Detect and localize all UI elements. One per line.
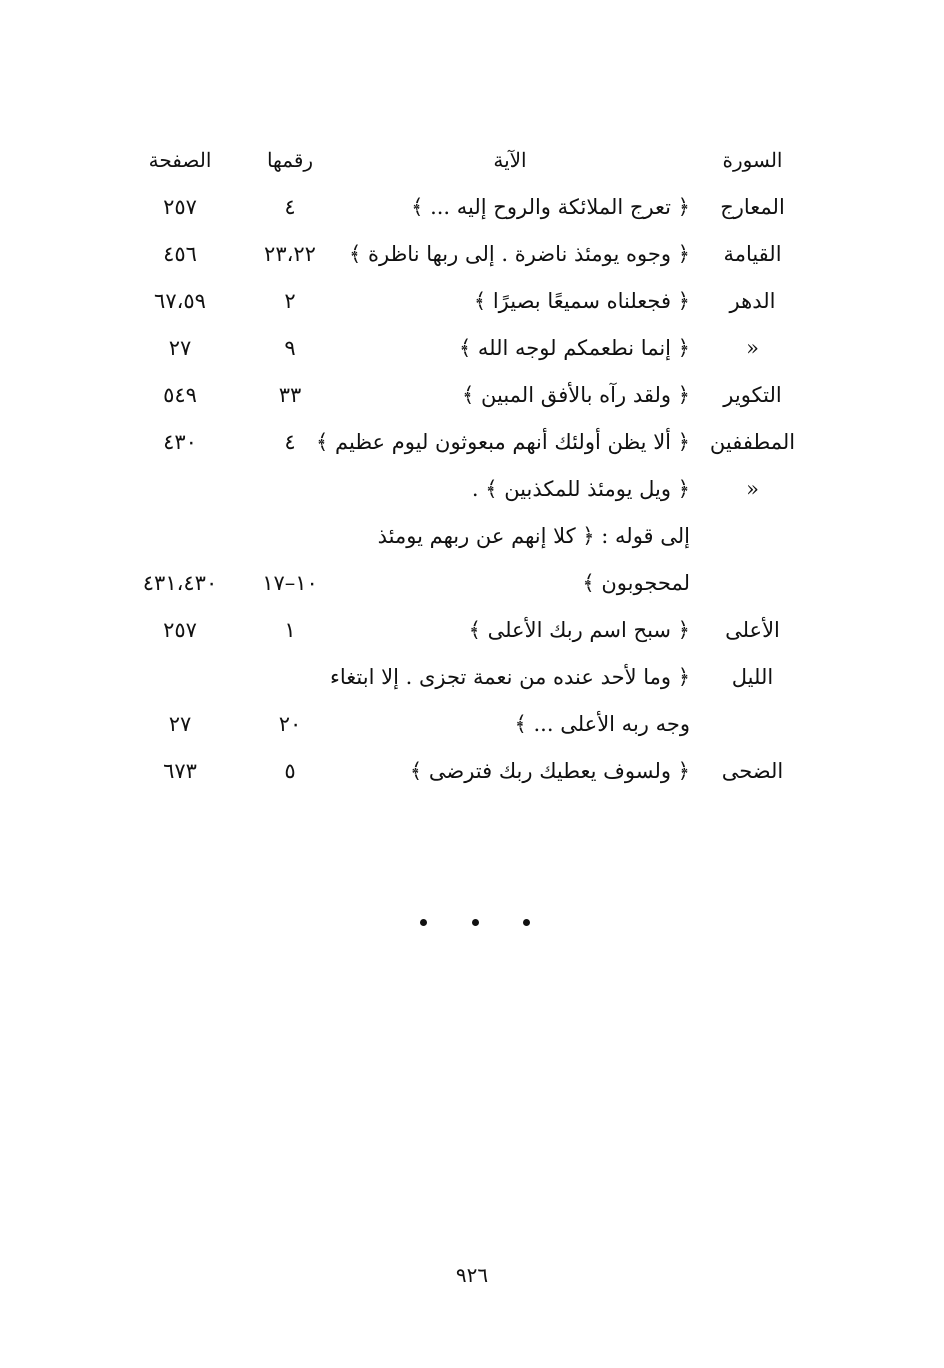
verse-number: ٢ [284,289,296,313]
table-row [130,657,800,704]
table-row [130,281,800,328]
verse-number: ٥ [284,759,296,783]
verse-text: ﴿ ألا يظن أولئك أنهم مبعوثون ليوم عظيم ﴾ [316,430,690,454]
surah-name: المطففين [709,430,796,454]
table-row [130,187,800,234]
surah-name: الليل [731,665,774,689]
page-ref: ٢٧ [168,336,192,360]
table-row [130,469,800,516]
separator-dot [523,919,530,926]
page-ref: ٢٥٧ [163,195,197,219]
surah-name: الأعلى [725,618,780,642]
header-page: الصفحة [148,148,212,172]
verse-text: ﴿ وما لأحد عنده من نعمة تجزى . إلا ابتغاء [330,665,690,689]
verse-number: ٢٣،٢٢ [264,242,316,266]
table-header [130,140,800,187]
surah-name: التكوير [723,383,782,407]
surah-name: « [746,477,759,501]
verse-text: لمحجوبون ﴾ [582,571,690,595]
table-row [130,234,800,281]
verse-text: ﴿ إنما نطعمكم لوجه الله ﴾ [458,336,690,360]
verse-number: ٩ [284,336,296,360]
page-ref: ٤٣٠ [163,430,197,454]
table-row [130,610,800,657]
page-ref: ٦٧٣ [163,759,197,783]
verse-text: ﴿ تعرج الملائكة والروح إليه ... ﴾ [411,195,690,219]
table-row [130,516,800,563]
page-ref: ٤٥٦ [163,242,197,266]
verse-number: ٣٣ [278,383,302,407]
page-number: ٩٢٦ [455,1263,489,1287]
table-row [130,422,800,469]
verse-index-table [130,140,800,798]
verse-number: ٤ [284,195,296,219]
surah-name: « [746,336,759,360]
table-row [130,751,800,798]
surah-name: الضحى [721,759,784,783]
surah-name: القيامة [723,242,782,266]
page-ref: ٥٤٩ [163,383,197,407]
verse-text: ﴿ سبح اسم ربك الأعلى ﴾ [468,618,690,642]
page-ref: ٢٧ [168,712,192,736]
verse-number: ٢٠ [278,712,302,736]
verse-text: ﴿ ولقد رآه بالأفق المبين ﴾ [462,383,690,407]
page-ref: ٢٥٧ [163,618,197,642]
separator-dot [472,919,479,926]
verse-text: ﴿ وجوه يومئذ ناضرة . إلى ربها ناظرة ﴾ [349,242,690,266]
separator-dot [420,919,427,926]
verse-text: ﴿ فجعلناه سميعًا بصيرًا ﴾ [473,289,690,313]
verse-number: ١ [284,618,296,642]
table-row [130,704,800,751]
verse-text: وجه ربه الأعلى ... ﴾ [514,712,690,736]
header-verse: الآية [493,148,527,172]
surah-name: المعارج [720,195,785,219]
page-ref: ٦٧،٥٩ [154,289,206,313]
verse-number: ٤ [284,430,296,454]
table-row [130,563,800,610]
verse-number: ١٠–١٧ [262,571,318,595]
header-surah: السورة [722,148,783,172]
section-separator [420,910,530,934]
page-ref: ٤٣١،٤٣٠ [142,571,218,595]
table-row [130,328,800,375]
verse-text: ﴿ ولسوف يعطيك ربك فترضى ﴾ [409,759,690,783]
header-verse-number: رقمها [266,148,314,172]
verse-text: ﴿ ويل يومئذ للمكذبين ﴾ . [471,477,690,501]
verse-text: إلى قوله : ﴿ كلا إنهم عن ربهم يومئذ [377,524,690,548]
table-row [130,375,800,422]
surah-name: الدهر [729,289,776,313]
